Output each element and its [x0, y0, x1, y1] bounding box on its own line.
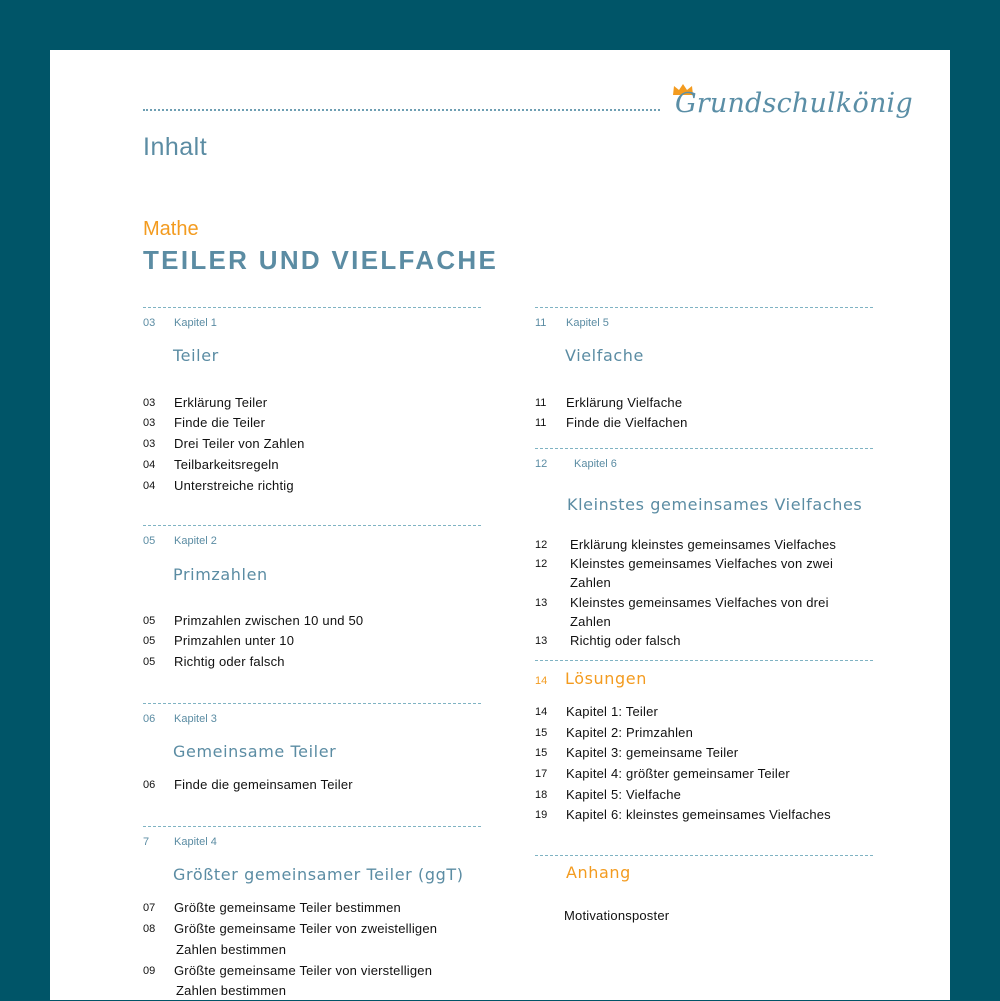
entry-text: Kleinstes gemeinsames Vielfaches von zwei — [570, 556, 834, 571]
chapter-label: Kapitel 5 — [566, 317, 609, 329]
section-divider — [535, 307, 873, 308]
entry-page-number: 12 — [535, 539, 548, 551]
entry-text: Finde die gemeinsamen Teiler — [174, 777, 353, 792]
chapter-title[interactable]: Größter gemeinsamer Teiler (ggT) — [173, 865, 464, 884]
subject-label: Mathe — [143, 218, 199, 240]
entry-text: Finde die Teiler — [174, 415, 266, 430]
entry-page-number: 13 — [535, 635, 548, 647]
entry-page-number: 03 — [143, 397, 156, 409]
section-divider — [535, 855, 873, 856]
entry-page-number: 07 — [143, 902, 156, 914]
chapter-page-number: 12 — [535, 458, 548, 470]
chapter-page-number: 11 — [535, 317, 547, 329]
entry-page-number: 14 — [535, 706, 548, 718]
entry-page-number: 05 — [143, 615, 156, 627]
entry-page-number: 15 — [535, 727, 548, 739]
section-divider — [143, 703, 481, 704]
entry-text: Zahlen — [570, 614, 611, 629]
entry-page-number: 08 — [143, 923, 156, 935]
entry-text: Zahlen — [570, 575, 611, 590]
entry-text: Erklärung kleinstes gemeinsames Vielfaches — [570, 537, 837, 552]
entry-text: Erklärung Vielfache — [566, 395, 683, 410]
entry-page-number: 04 — [143, 480, 156, 492]
entry-text: Unterstreiche richtig — [174, 478, 294, 493]
chapter-label: Kapitel 1 — [174, 317, 217, 329]
document-page — [50, 50, 950, 1000]
entry-page-number: 06 — [143, 779, 156, 791]
entry-text: Größte gemeinsame Teiler von vierstelligen — [174, 963, 433, 978]
entry-text: Finde die Vielfachen — [566, 415, 688, 430]
entry-page-number: 11 — [535, 397, 547, 409]
chapter-page-number: 03 — [143, 317, 156, 329]
chapter-title[interactable]: Teiler — [173, 346, 219, 365]
chapter-page-number: 05 — [143, 535, 156, 547]
entry-page-number: 03 — [143, 438, 156, 450]
entry-page-number: 05 — [143, 656, 156, 668]
entry-text: Kleinstes gemeinsames Vielfaches von drei — [570, 595, 829, 610]
entry-page-number: 13 — [535, 597, 548, 609]
section-divider — [535, 660, 873, 661]
entry-text: Richtig oder falsch — [174, 654, 285, 669]
chapter-page-number: 7 — [143, 836, 150, 848]
entry-text: Kapitel 5: Vielfache — [566, 787, 682, 802]
chapter-label: Kapitel 2 — [174, 535, 217, 547]
entry-text: Kapitel 6: kleinstes gemeinsames Vielfaches — [566, 807, 831, 822]
section-divider — [535, 448, 873, 449]
entry-text: Teilbarkeitsregeln — [174, 457, 279, 472]
solutions-page-number: 14 — [535, 675, 548, 687]
chapter-title[interactable]: Kleinstes gemeinsames Vielfaches — [567, 495, 863, 514]
chapter-label: Kapitel 4 — [174, 836, 217, 848]
entry-text: Erklärung Teiler — [174, 395, 268, 410]
page-heading: Inhalt — [143, 133, 208, 161]
entry-text: Richtig oder falsch — [570, 633, 681, 648]
document-title: TEILER UND VIELFACHE — [143, 245, 499, 275]
chapter-page-number: 06 — [143, 713, 156, 725]
entry-text: Zahlen bestimmen — [176, 942, 287, 957]
entry-text: Größte gemeinsame Teiler bestimmen — [174, 900, 401, 915]
entry-page-number: 19 — [535, 809, 548, 821]
header-dotted-divider — [143, 109, 660, 111]
appendix-title[interactable]: Anhang — [566, 863, 631, 882]
entry-page-number: 18 — [535, 789, 548, 801]
entry-page-number: 15 — [535, 747, 548, 759]
chapter-label: Kapitel 3 — [174, 713, 217, 725]
chapter-title[interactable]: Vielfache — [565, 346, 644, 365]
entry-text: Motivationsposter — [564, 908, 670, 923]
entry-text: Kapitel 1: Teiler — [566, 704, 659, 719]
entry-page-number: 11 — [535, 417, 547, 429]
section-divider — [143, 525, 481, 526]
section-divider — [143, 826, 481, 827]
entry-page-number: 03 — [143, 417, 156, 429]
solutions-title[interactable]: Lösungen — [565, 669, 647, 688]
entry-page-number: 05 — [143, 635, 156, 647]
entry-page-number: 09 — [143, 965, 156, 977]
entry-page-number: 04 — [143, 459, 156, 471]
entry-text: Drei Teiler von Zahlen — [174, 436, 305, 451]
entry-text: Größte gemeinsame Teiler von zweistelligen — [174, 921, 438, 936]
entry-text: Kapitel 3: gemeinsame Teiler — [566, 745, 739, 760]
chapter-label: Kapitel 6 — [574, 458, 617, 470]
chapter-title[interactable]: Gemeinsame Teiler — [173, 742, 337, 761]
chapter-title[interactable]: Primzahlen — [173, 565, 268, 584]
brand-logo: Grundschulkönig — [675, 88, 913, 119]
entry-text: Kapitel 2: Primzahlen — [566, 725, 694, 740]
entry-page-number: 12 — [535, 558, 548, 570]
entry-text: Kapitel 4: größter gemeinsamer Teiler — [566, 766, 790, 781]
entry-text: Zahlen bestimmen — [176, 983, 287, 998]
entry-text: Primzahlen zwischen 10 und 50 — [174, 613, 364, 628]
entry-page-number: 17 — [535, 768, 548, 780]
entry-text: Primzahlen unter 10 — [174, 633, 295, 648]
section-divider — [143, 307, 481, 308]
